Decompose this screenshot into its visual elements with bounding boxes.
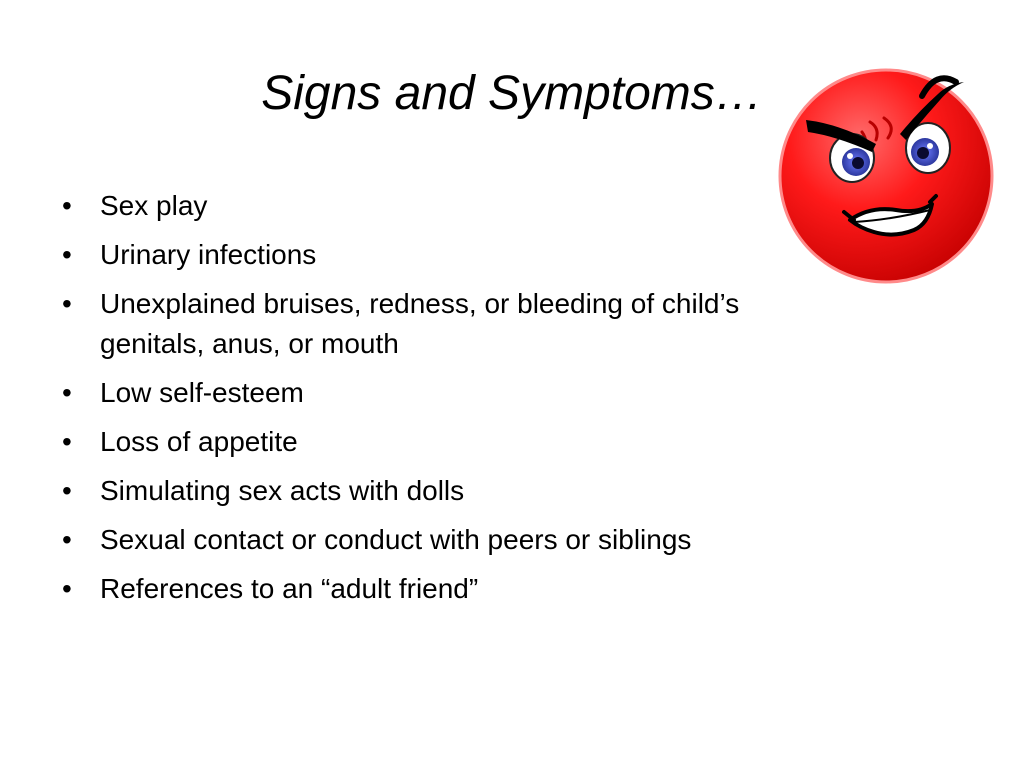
bullet-glyph: • xyxy=(62,426,72,457)
bullet-glyph: • xyxy=(62,377,72,408)
right-eye-pupil xyxy=(917,147,929,159)
left-eye-glint xyxy=(847,153,853,159)
bullet-item xyxy=(62,422,792,462)
slide-title: Signs and Symptoms… xyxy=(261,67,763,120)
bullet-text: Low self-esteem xyxy=(100,377,304,408)
angry-face-icon xyxy=(770,62,1002,284)
bullet-glyph: • xyxy=(62,573,72,604)
bullet-text: Simulating sex acts with dolls xyxy=(100,475,465,506)
bullet-item xyxy=(62,471,792,511)
bullet-glyph: • xyxy=(62,239,72,270)
bullet-text: Sexual contact or conduct with peers or siblings xyxy=(100,524,692,555)
bullet-item xyxy=(62,520,792,560)
left-eye-pupil xyxy=(852,157,864,169)
bullet-text: Unexplained bruises, redness, or bleeding of child’s genitals, anus, or mouth xyxy=(100,288,740,359)
bullet-glyph: • xyxy=(62,288,72,319)
bullet-item xyxy=(62,235,792,275)
bullet-item xyxy=(62,569,792,609)
bullet-text: Sex play xyxy=(100,190,208,221)
bullet-text: References to an “adult friend” xyxy=(100,573,479,604)
bullet-item xyxy=(62,284,792,364)
bullet-item xyxy=(62,373,792,413)
bullet-glyph: • xyxy=(62,524,72,555)
bullet-text: Loss of appetite xyxy=(100,426,298,457)
bullet-item xyxy=(62,186,792,226)
bullet-glyph: • xyxy=(62,190,72,221)
face-disk xyxy=(780,70,992,282)
bullet-glyph: • xyxy=(62,475,72,506)
bullet-text: Urinary infections xyxy=(100,239,317,270)
right-eye-glint xyxy=(927,143,933,149)
bullet-list xyxy=(62,186,792,618)
